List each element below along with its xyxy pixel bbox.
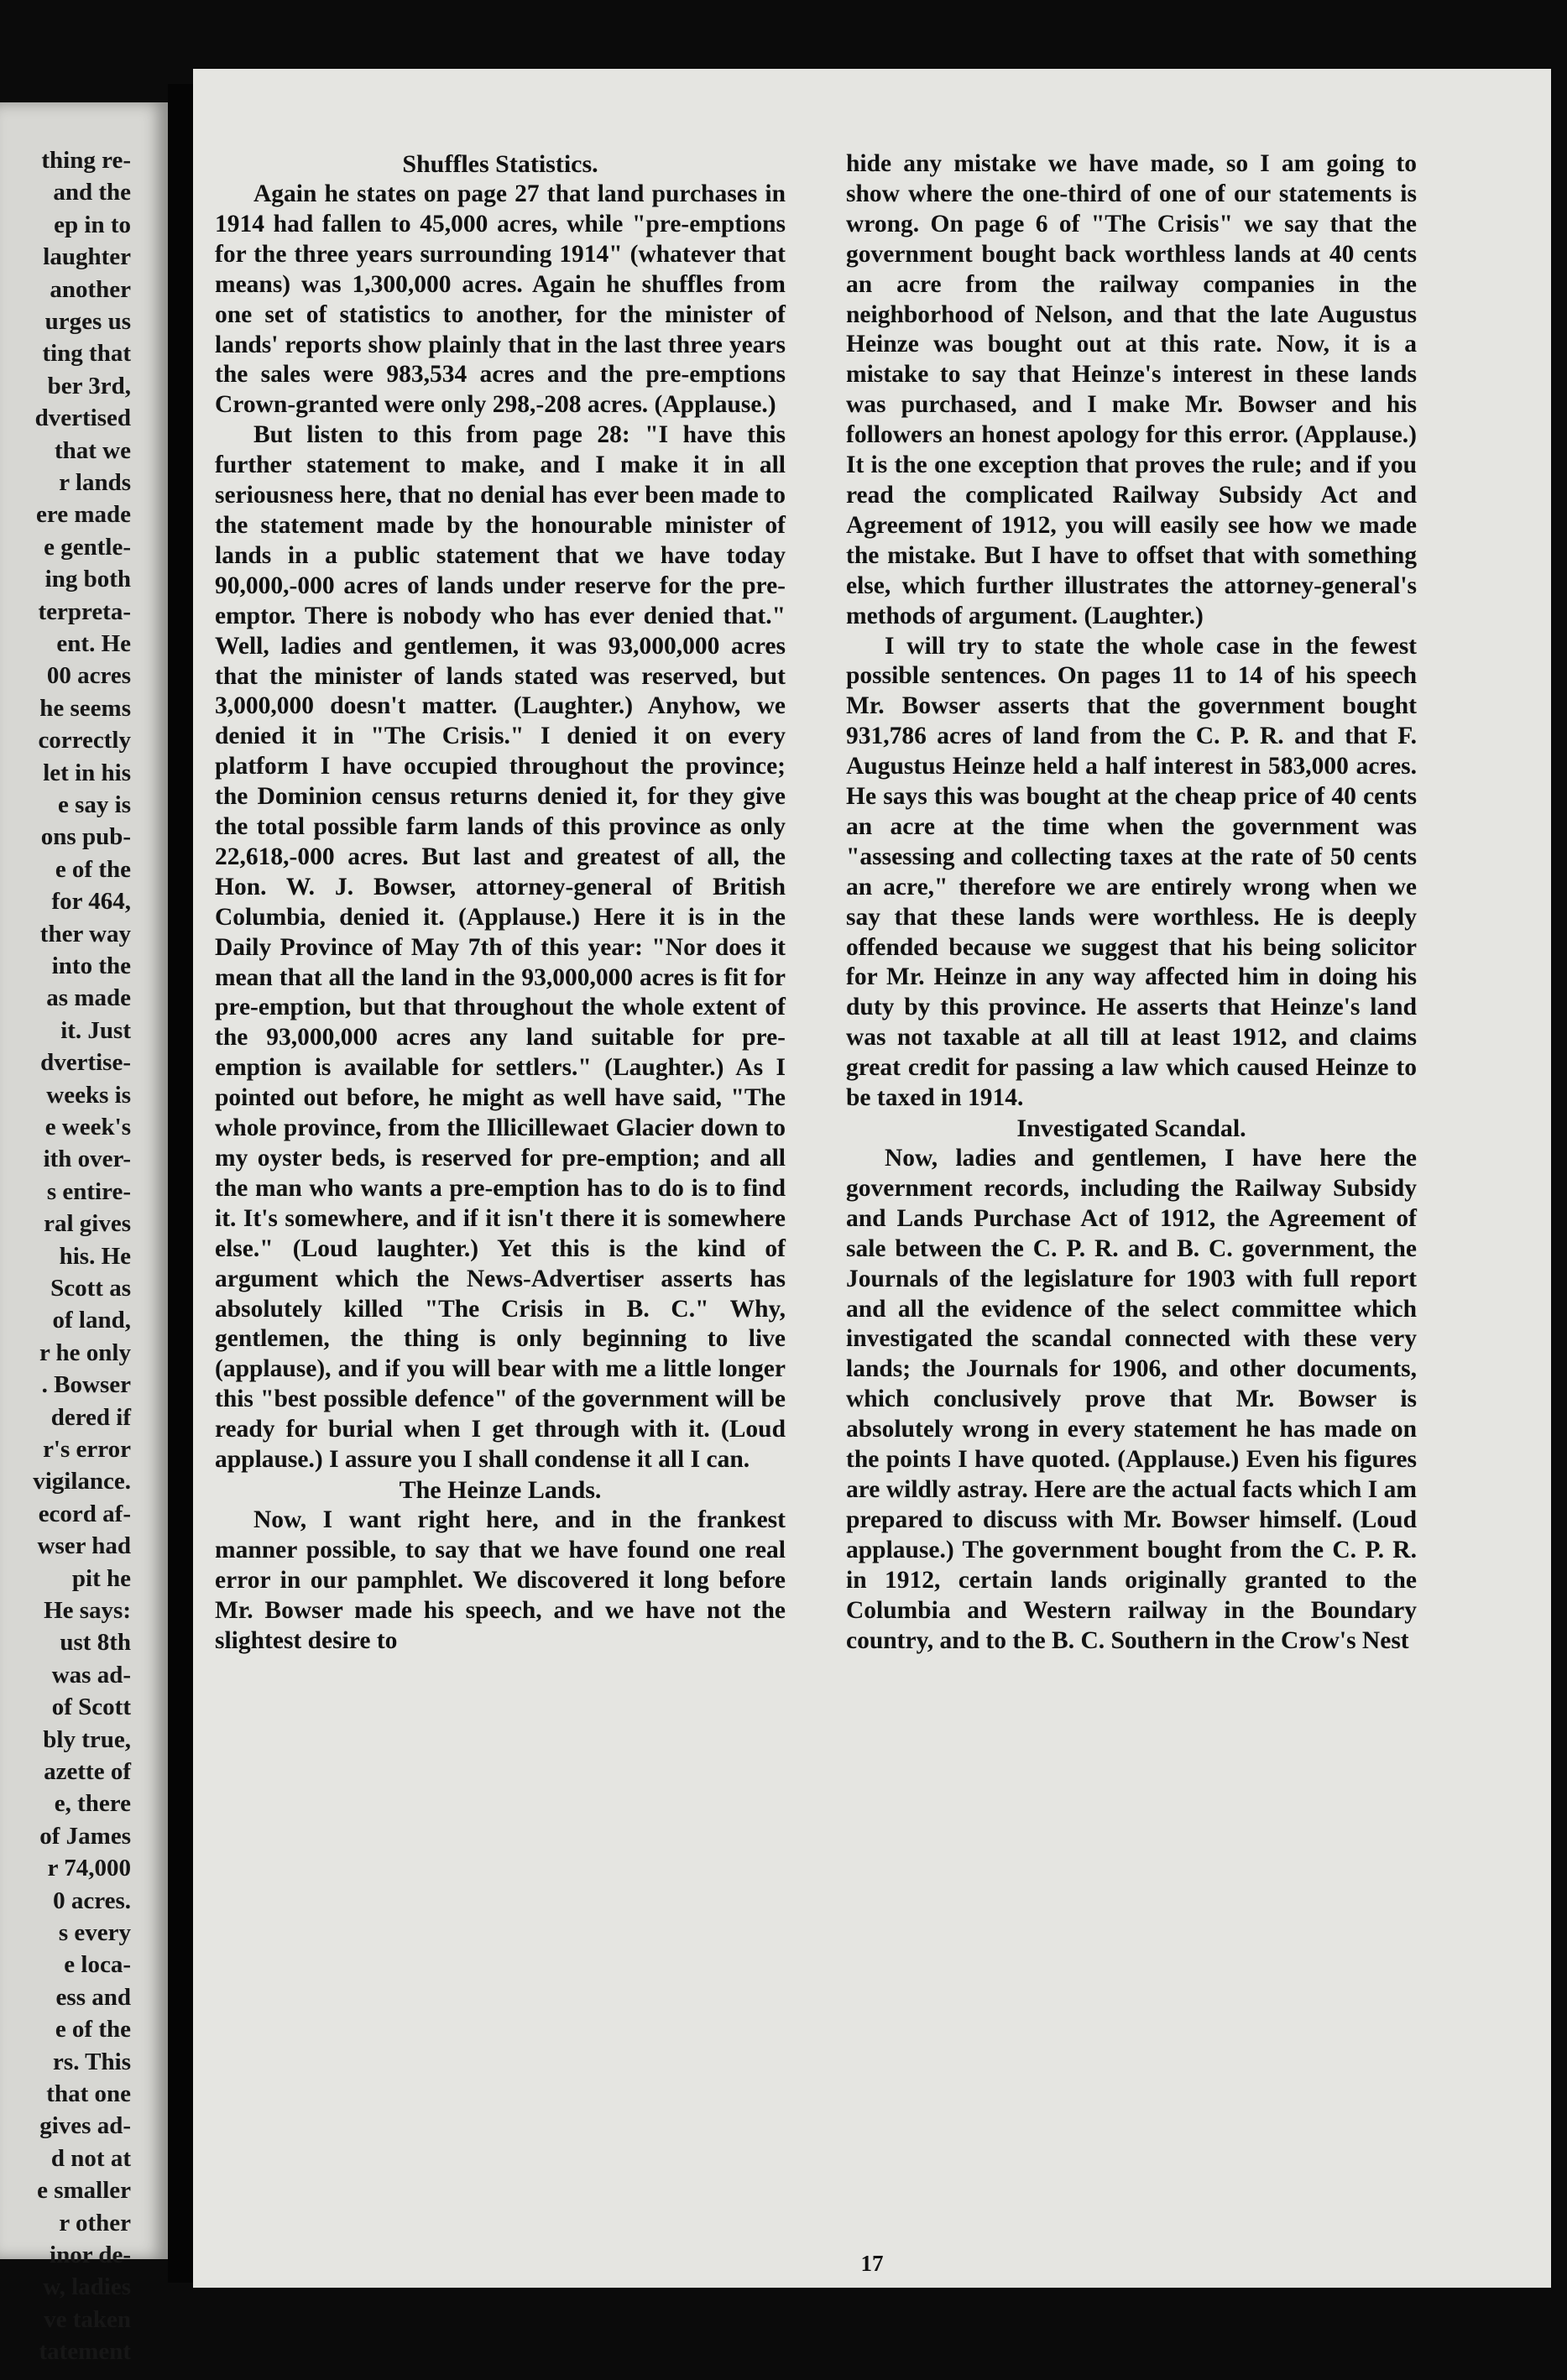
facing-page-line: w, ladies <box>43 2273 131 2301</box>
book-page <box>193 69 1551 2288</box>
facing-page-line: and the <box>53 179 131 206</box>
facing-page-line: rs. This <box>53 2048 131 2075</box>
facing-page-line: that we <box>54 436 131 464</box>
facing-page-line: r he only <box>39 1339 131 1366</box>
facing-page-line: He says: <box>44 1597 131 1624</box>
facing-page-line: ith over- <box>43 1146 131 1173</box>
facing-page-fragment <box>0 102 168 2366</box>
facing-page-line: ess and <box>55 1983 131 2011</box>
facing-page-line: wser had <box>37 1532 131 1560</box>
paragraph: hide any mistake we have made, so I am going to show where the one-third of one of our statements is wrong. On page 6 of "The Crisis" we say that the government bought back worthless lands at 40 cents an acre from the railway companies in the neighborhood of Nelson, and that the late Augustus Heinze was bought out at this rate. Now, it is a mistake to say that Heinze's interest in these lands was purchased, and I make Mr. Bowser and his followers an honest apology for this error. (Applause.) It is the one exception that proves the rule; and if you read the complicated Railway Subsidy Act and Agreement of 1912, you will easily see how we made the mistake. But I have to offset that with something else, which further illustrates the attorney-general's methods of argument. (Laughter.) <box>846 150 1417 629</box>
facing-page-line: as made <box>46 984 131 1012</box>
facing-page-line: pit he <box>71 1564 131 1592</box>
paragraph: Again he states on page 27 that land purchases in 1914 had fallen to 45,000 acres, while "pre-emptions for the three years surrounding 1914" (whatever that means) was 1,300,000 acres. Again he shuffles from one set of statistics to another, for the minister of lands' reports show plainly that in the last three years the sales were 983,534 acres and the pre-emptions Crown-granted were only 298,-208 acres. (Applause.) <box>215 180 786 419</box>
facing-page-line: r's error <box>43 1436 131 1463</box>
facing-page-line: terpreta- <box>38 598 131 625</box>
facing-page-line: e of the <box>55 2016 131 2043</box>
facing-page-line: dvertise- <box>40 1049 131 1077</box>
facing-page-line: dered if <box>50 1403 131 1431</box>
facing-page-line: ent. He <box>56 630 131 657</box>
facing-page-line: thing re- <box>41 147 131 174</box>
facing-page-line: into the <box>51 953 131 979</box>
facing-page-line: azette of <box>44 1758 131 1785</box>
facing-page-line: e say is <box>58 791 131 818</box>
section-heading: Investigated Scandal. <box>1016 1114 1246 1142</box>
facing-page-line: was ad- <box>51 1661 131 1688</box>
facing-page-line: e, there <box>54 1790 131 1818</box>
facing-page-line: it. Just <box>60 1016 131 1044</box>
section-heading: Shuffles Statistics. <box>402 150 598 178</box>
facing-page-line: ting that <box>42 340 131 368</box>
facing-page-line: ber 3rd, <box>47 372 131 399</box>
facing-page-line: that one <box>46 2080 131 2107</box>
facing-page-line: r 74,000 <box>47 1855 131 1882</box>
facing-page-line: ve taken <box>44 2305 131 2333</box>
facing-page-line: e smaller <box>37 2177 131 2205</box>
facing-page-line: he seems <box>39 694 131 722</box>
facing-page-line: e loca- <box>64 1951 131 1979</box>
facing-page-line: e week's <box>44 1114 131 1140</box>
book-gutter <box>168 84 193 2283</box>
page-number: 17 <box>860 2251 884 2276</box>
facing-page-line: of land, <box>52 1307 131 1334</box>
facing-page-line: ral gives <box>44 1210 131 1238</box>
paragraph: But listen to this from page 28: "I have this further statement to make, and I make it in all seriousness here, that no denial has ever been made to the statement made by the honourable minister of lands in a public statement that we have today 90,000,-000 acres of lands under reserve for the pre-emptor. There is nobody who has ever denied that." Well, ladies and gentlemen, it was 93,000,000 acres that the minister of lands stated was reserved, but 3,000,000 doesn't matter. (Laughter.) Anyhow, we denied it in "The Crisis." I denied it on every platform I have occupied throughout the province; the Dominion census returns denied it, for they give the total possible farm lands of this province as only 22,618,-000 acres. But last and greatest of all, the Hon. W. J. Bowser, attorney-general of British Columbia, denied it. (Applause.) Here it is in the Daily Province of May 7th of this year: "Nor does it mean that all the land in the 93,000,000 acres is fit for pre-emption, but that throughout the whole extent of the 93,000,000 acres any land suitable for pre-emption is available for settlers." (Laughter.) As I pointed out before, he might as well have said, "The whole province, from the Illicillewaet Glacier down to my oyster beds, is reserved for pre-emption; and all the man who wants a pre-emption has to do is to find it. It's somewhere, and if it isn't there it is somewhere else." (Loud laughter.) Yet this is the kind of argument which the News-Advertiser asserts has absolutely killed "The Crisis in B. C." Why, gentlemen, the thing is only beginning to live (applause), and if you will bear with me a little longer this "best possible defence" of the government will be ready for burial when I get through with it. (Loud applause.) I assure you I shall condense it all I can. <box>215 421 786 1474</box>
facing-page-line: urges us <box>44 308 131 335</box>
facing-page-line: for 464, <box>51 888 131 916</box>
facing-page-line: of James <box>39 1822 131 1850</box>
facing-page-line: vigilance. <box>33 1468 131 1495</box>
facing-page-line: ust 8th <box>60 1629 131 1657</box>
facing-page-line: ecord af- <box>38 1500 131 1527</box>
facing-page-line: ing both <box>44 566 131 593</box>
facing-page-line: r other <box>59 2209 131 2236</box>
facing-page-line: weeks is <box>46 1081 131 1109</box>
facing-page-line: his. He <box>59 1242 131 1270</box>
paragraph: I will try to state the whole case in the fewest possible sentences. On pages 11 to 14 of his speech Mr. Bowser asserts that the government bought 931,786 acres of land from the C. P. R. and that F. Augustus Heinze held a half interest in 583,000 acres. He says this was bought at the cheap price of 40 cents an acre at the time when the government was "assessing and collecting taxes at the rate of 50 cents an acre," therefore we are entirely wrong when we say that these lands were worthless. He is deeply offended because we suggest that his being solicitor for Mr. Heinze in any way affected him in doing his duty by this province. He asserts that Heinze's land was not taxable at all till at least 1912, and claims great credit for passing a law which caused Heinze to be taxed in 1914. <box>846 632 1417 1112</box>
paragraph: Now, I want right here, and in the frankest manner possible, to say that we have found one real error in our pamphlet. We discovered it long before Mr. Bowser made his speech, and we have not the slightest desire to <box>215 1506 786 1654</box>
right-column <box>846 149 1417 1656</box>
facing-page-line: r lands <box>59 469 131 496</box>
facing-page-line: of Scott <box>51 1694 131 1721</box>
section-heading: The Heinze Lands. <box>399 1475 602 1504</box>
facing-page-line: gives ad- <box>39 2112 131 2140</box>
facing-page-line: . Bowser <box>41 1371 131 1399</box>
facing-page-line: e of the <box>55 855 131 883</box>
facing-page-line: another <box>50 275 131 303</box>
facing-page-line: bly true, <box>43 1725 131 1753</box>
facing-page-line: dvertised <box>34 404 131 432</box>
facing-page-line: Scott as <box>50 1275 131 1302</box>
facing-page-line: tatement <box>39 2338 131 2366</box>
facing-page-line: 00 acres <box>46 662 131 690</box>
facing-page-line: inor de- <box>50 2242 131 2268</box>
left-column <box>215 149 786 1657</box>
facing-page-line: s entire- <box>46 1177 131 1205</box>
facing-page-line: e gentle- <box>44 533 131 561</box>
paragraph: Now, ladies and gentlemen, I have here the government records, including the Railway Subsidy and Lands Purchase Act of 1912, the Agreement of sale between the C. P. R. and B. C. government, the Journals of the legislature for 1903 with full report and all the evidence of the select committee which investigated the scandal connected with these very lands; the Journals for 1906, and other documents, which conclusively prove that Mr. Bowser is absolutely wrong in every statement he has made on the points I have quoted. (Applause.) Even his figures are wildly astray. Here are the actual facts which I am prepared to discuss with Mr. Bowser himself. (Loud applause.) The government bought from the C. P. R. in 1912, certain lands originally granted to the Columbia and Western railway in the Boundary country, and to the B. C. Southern in the Crow's Nest <box>846 1145 1417 1654</box>
facing-page-line: ons pub- <box>40 823 131 851</box>
facing-page-line: correctly <box>38 727 131 754</box>
facing-page-line: d not at <box>50 2144 131 2172</box>
facing-page-line: ere made <box>36 501 131 529</box>
facing-page-line: s every <box>58 1919 131 1946</box>
facing-page-line: ep in to <box>54 211 131 238</box>
facing-page-line: laughter <box>43 243 131 271</box>
facing-page-line: ther way <box>39 920 131 947</box>
facing-page-line: 0 acres. <box>53 1887 131 1914</box>
facing-page-line: let in his <box>43 759 131 786</box>
